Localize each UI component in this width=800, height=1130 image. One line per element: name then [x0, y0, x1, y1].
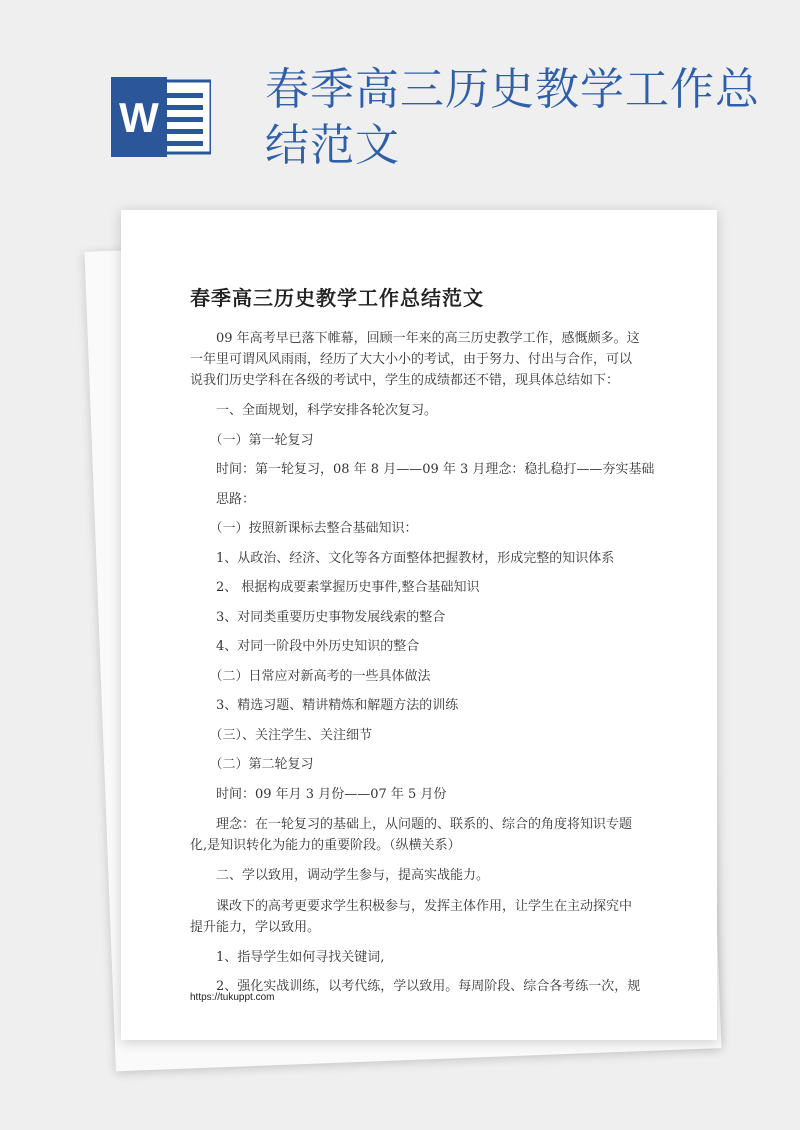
paragraph: 课改下的高考更要求学生积极参与，发挥主体作用，让学生在主动探究中提升能力，学以致用。 [190, 898, 633, 935]
list-item: 3、对同类重要历史事物发展线索的整合 [216, 609, 446, 625]
subsection-heading: （三）、关注学生、关注细节 [209, 727, 373, 743]
footer-url: https://tukuppt.com [190, 992, 275, 1003]
list-item: 1、从政治、经济、文化等各方面整体把握教材，形成完整的知识体系 [216, 550, 615, 566]
paragraph: 理念：在一轮复习的基础上，从问题的、联系的、综合的角度将知识专题化,是知识转化为能力的重要阶段。（纵横关系） [190, 817, 633, 853]
text-line: 思路： [216, 491, 256, 507]
word-icon-letter: W [119, 94, 159, 141]
document-title: 春季高三历史教学工作总结范文 [190, 286, 484, 310]
list-item: 2、强化实战训练，以考代练，学以致用。每周阶段、综合各考练一次，规 [216, 979, 641, 994]
list-item: 4、对同一阶段中外历史知识的整合 [216, 639, 420, 654]
subsection-heading: （二）第二轮复习 [209, 757, 314, 772]
document-body [190, 328, 655, 1007]
header [0, 0, 800, 200]
text-line: 时间：第一轮复习，08 年 8 月——09 年 3 月理念：稳扎稳打——夯实基础 [216, 462, 655, 477]
list-item: 2、 根据构成要素掌握历史事件,整合基础知识 [216, 580, 480, 595]
section-heading-2: 二、学以致用，调动学生参与，提高实战能力。 [216, 868, 490, 883]
page-title: 春季高三历史教学工作总结范文 [265, 64, 760, 171]
subsection-heading: （二）日常应对新高考的一些具体做法 [209, 668, 431, 684]
subsection-heading: （一）按照新课标去整合基础知识： [209, 521, 418, 536]
text-line: 时间：09 年月 3 月份——07 年 5 月份 [216, 786, 447, 802]
section-heading-1: 一、全面规划，科学安排各轮次复习。 [216, 403, 438, 418]
subsection-heading: （一）第一轮复习 [209, 432, 314, 448]
list-item: 3、精选习题、精讲精炼和解题方法的训练 [216, 698, 459, 713]
list-item: 1、指导学生如何寻找关键词, [216, 949, 385, 965]
paragraph-intro: 09 年高考早已落下帷幕，回顾一年来的高三历史教学工作，感慨颇多。这一年里可谓风风雨雨，经历了大大小小的考试，由于努力、付出与合作，可以说我们历史学科在各级的考试中，学生的成绩都还不错，现具体总结如下： [190, 331, 640, 388]
word-doc-icon [111, 77, 211, 157]
